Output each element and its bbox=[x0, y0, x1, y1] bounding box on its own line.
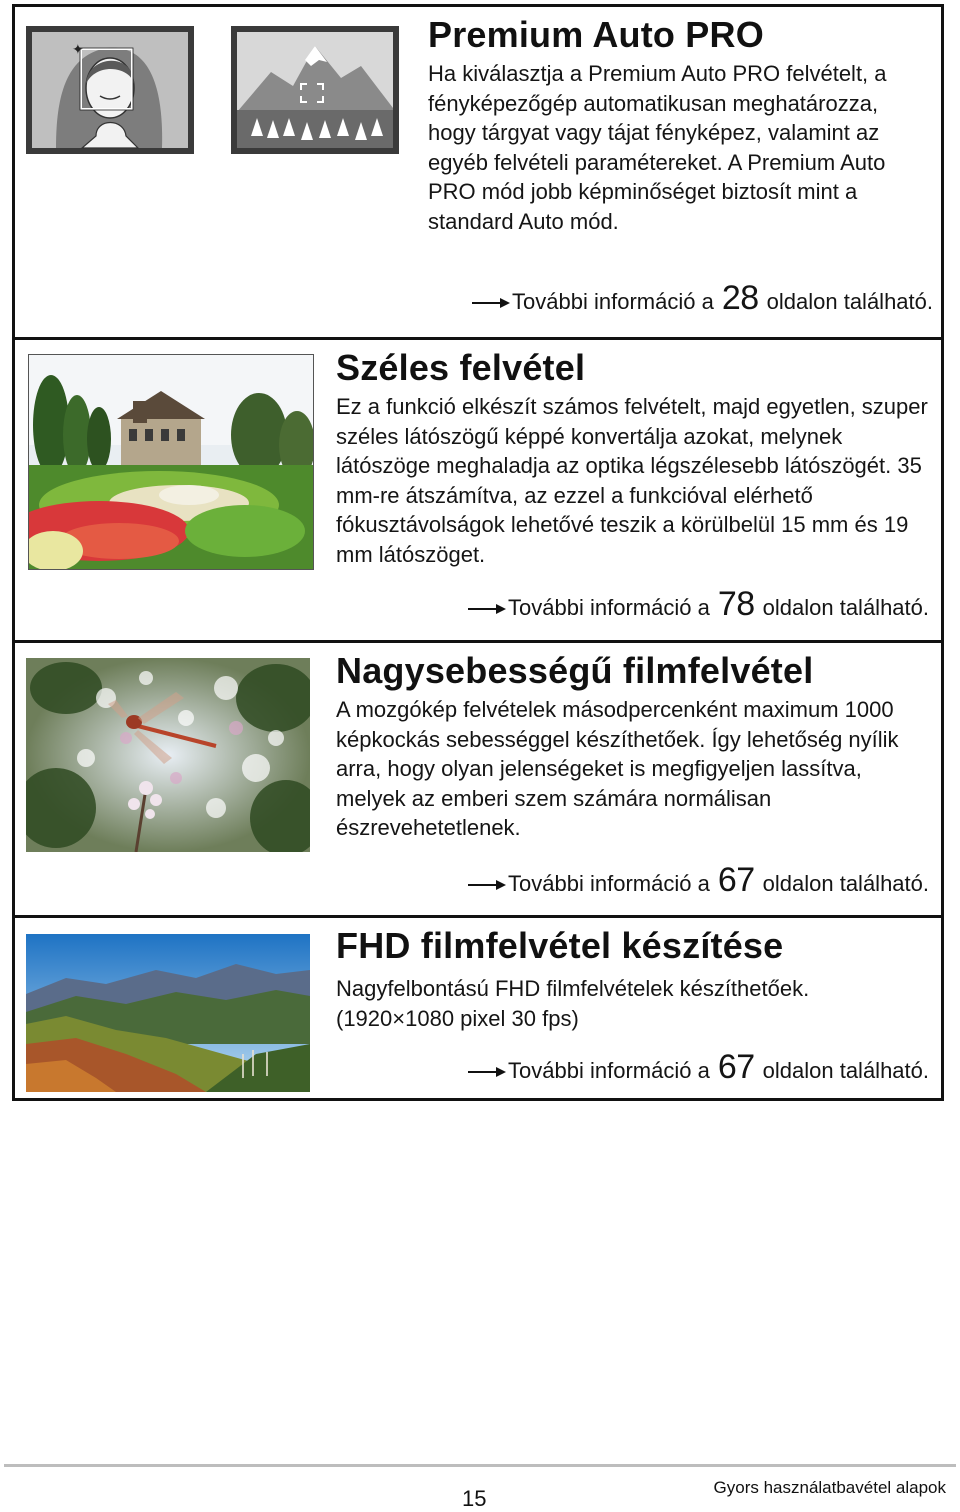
page-reference bbox=[472, 279, 933, 318]
section-szeles-felvetel bbox=[15, 340, 941, 640]
page-number: 15 bbox=[462, 1486, 487, 1511]
section-body: A mozgókép felvételek másodpercenként maximum 1000 képkockás sebességgel készíthetőek. Így lehetőség nyílik arra, hogy olyan jelenségeket is megfigyeljen lassítva, melyek az emberi szem számára normálisan észrevehetetlenek. bbox=[336, 697, 899, 840]
reference-prefix: További információ a bbox=[508, 595, 710, 620]
section-fhd-filmfelvetel bbox=[15, 918, 941, 1098]
landscape-mountain-illustration bbox=[231, 26, 399, 154]
mountain-landscape-photo bbox=[26, 934, 310, 1092]
page-reference bbox=[468, 861, 929, 900]
page-reference bbox=[468, 1048, 929, 1087]
arrow-right-icon bbox=[468, 878, 506, 892]
reference-page-number[interactable]: 28 bbox=[721, 279, 759, 317]
section-title: FHD filmfelvétel készítése bbox=[336, 925, 784, 966]
section-title: Premium Auto PRO bbox=[428, 14, 764, 55]
footer-title: Gyors használatbavétel alapok bbox=[713, 1478, 946, 1497]
reference-page-number[interactable]: 67 bbox=[717, 1048, 755, 1086]
arrow-right-icon bbox=[468, 1065, 506, 1079]
reference-suffix: oldalon található. bbox=[762, 1058, 929, 1083]
section-body: Ha kiválasztja a Premium Auto PRO felvételt, a fényképezőgép automatikusan meghatározza, hogy tárgyat vagy tájat fényképez, valamint az egyéb felvételi paramétereket. A Premium Auto PRO mód jobb képminőséget biztosít mint a standard Auto mód. bbox=[428, 61, 887, 234]
reference-page-number[interactable]: 67 bbox=[717, 861, 755, 899]
reference-suffix: oldalon található. bbox=[766, 289, 933, 314]
reference-prefix: További információ a bbox=[508, 871, 710, 896]
section-body-line-2: (1920×1080 pixel 30 fps) bbox=[336, 1006, 579, 1031]
section-premium-auto-pro bbox=[15, 7, 941, 337]
content-frame bbox=[12, 4, 944, 1101]
section-body: Ez a funkció elkészít számos felvételt, majd egyetlen, szuper széles látószögű képpé konvertálja azokat, melynek látószöge meghaladja az optika légszélesebb látószögét. 35 mm-re átszámítva, az ezzel a funkcióval elérhető fókusztávolságok lehetővé teszik a körülbelül 15 mm és 19 mm látószöget. bbox=[336, 394, 928, 567]
section-title: Nagysebességű filmfelvétel bbox=[336, 650, 814, 691]
svg-text:✦: ✦ bbox=[72, 42, 84, 58]
reference-suffix: oldalon található. bbox=[762, 871, 929, 896]
reference-prefix: További információ a bbox=[508, 1058, 710, 1083]
dragonfly-photo bbox=[26, 658, 310, 852]
page-reference bbox=[468, 585, 929, 624]
reference-suffix: oldalon található. bbox=[762, 595, 929, 620]
arrow-right-icon bbox=[468, 602, 506, 616]
reference-page-number[interactable]: 78 bbox=[717, 585, 755, 623]
garden-wide-photo bbox=[28, 354, 314, 570]
reference-prefix: További információ a bbox=[512, 289, 714, 314]
section-body-line-1: Nagyfelbontású FHD filmfelvételek készíthetőek. bbox=[336, 976, 810, 1001]
section-nagysebessegu-filmfelvetel bbox=[15, 643, 941, 915]
footer-rule bbox=[4, 1464, 956, 1467]
arrow-right-icon bbox=[472, 296, 510, 310]
portrait-face-detection-illustration bbox=[26, 26, 194, 154]
section-title: Széles felvétel bbox=[336, 347, 586, 388]
